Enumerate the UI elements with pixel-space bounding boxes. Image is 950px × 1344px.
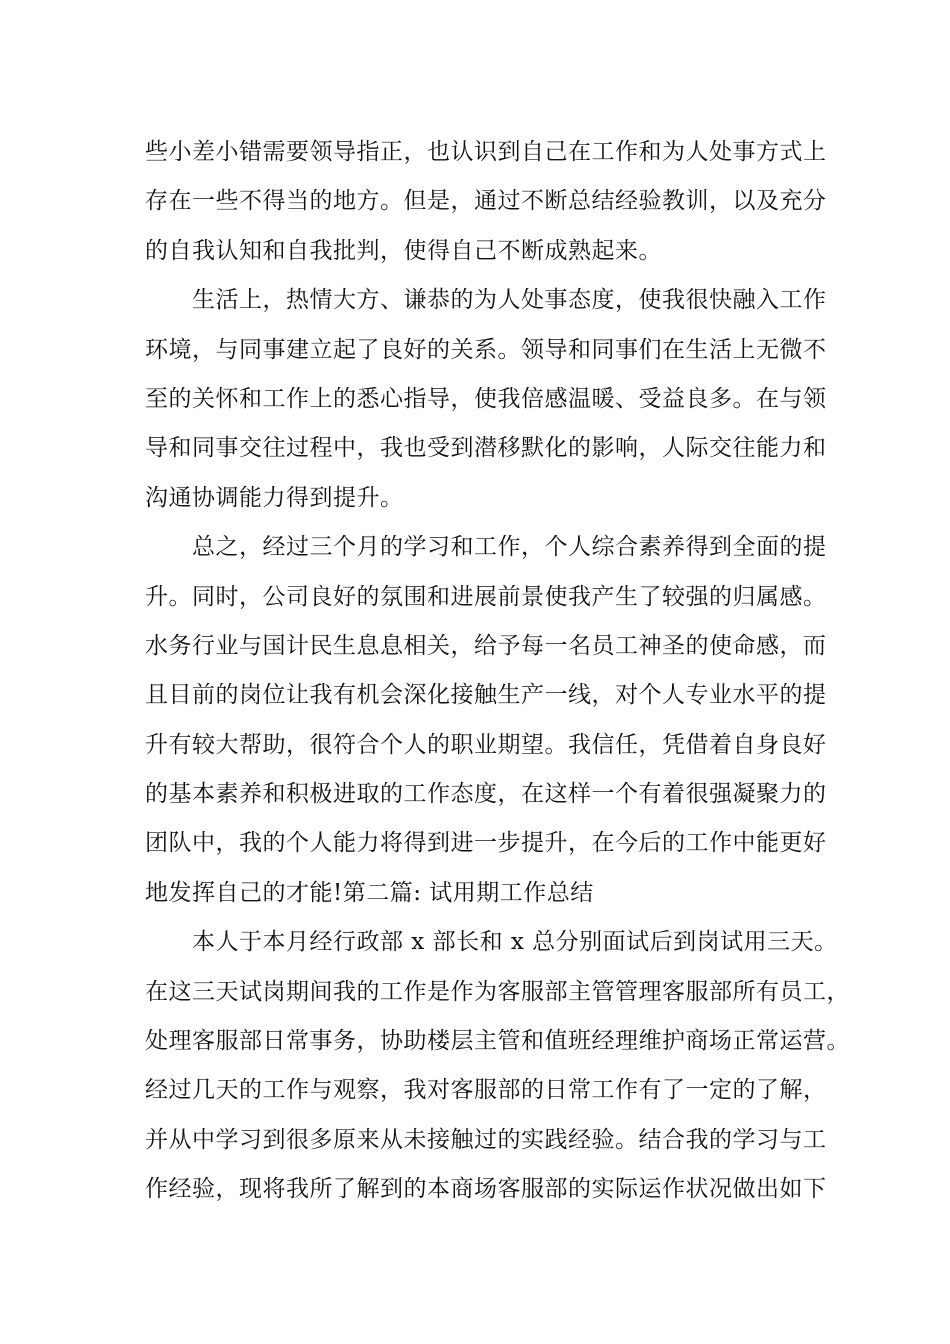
text-line: 本人于本月经行政部 x 部长和 x 总分别面试后到岗试用三天。	[145, 929, 838, 956]
text-line: 的基本素养和积极进取的工作态度，在这样一个有着很强凝聚力的	[145, 781, 827, 808]
text-line: 环境，与同事建立起了良好的关系。领导和同事们在生活上无微不	[145, 336, 827, 363]
text-line: 升。同时，公司良好的氛围和进展前景使我产生了较强的归属感。	[145, 583, 827, 610]
text-line: 升有较大帮助，很符合个人的职业期望。我信任，凭借着自身良好	[145, 731, 827, 758]
text-line: 至的关怀和工作上的悉心指导，使我倍感温暖、受益良多。在与领	[145, 385, 827, 412]
text-line: 的自我认知和自我批判，使得自己不断成熟起来。	[145, 237, 662, 264]
text-line: 导和同事交往过程中，我也受到潜移默化的影响，人际交往能力和	[145, 435, 827, 462]
text-line: 存在一些不得当的地方。但是，通过不断总结经验教训，以及充分	[145, 188, 827, 215]
text-line: 水务行业与国计民生息息相关，给予每一名员工神圣的使命感，而	[145, 632, 827, 659]
text-line: 在这三天试岗期间我的工作是作为客服部主管管理客服部所有员工，	[145, 978, 850, 1005]
text-line: 且目前的岗位让我有机会深化接触生产一线，对个人专业水平的提	[145, 682, 827, 709]
text-line: 生活上，热情大方、谦恭的为人处事态度，使我很快融入工作	[145, 287, 827, 314]
body-text	[145, 128, 850, 1215]
text-line: 沟通协调能力得到提升。	[145, 484, 404, 511]
text-line: 总之，经过三个月的学习和工作，个人综合素养得到全面的提	[145, 534, 827, 561]
text-line: 些小差小错需要领导指正，也认识到自己在工作和为人处事方式上	[145, 139, 827, 165]
text-line: 并从中学习到很多原来从未接触过的实践经验。结合我的学习与工	[145, 1126, 827, 1153]
text-line: 作经验，现将我所了解到的本商场客服部的实际运作状况做出如下	[145, 1176, 827, 1203]
text-line: 经过几天的工作与观察，我对客服部的日常工作有了一定的了解，	[145, 1077, 827, 1104]
text-line: 团队中，我的个人能力将得到进一步提升，在今后的工作中能更好	[145, 830, 827, 857]
text-line: 地发挥自己的才能!第二篇: 试用期工作总结	[145, 879, 594, 906]
text-line: 处理客服部日常事务，协助楼层主管和值班经理维护商场正常运营。	[145, 1028, 850, 1055]
